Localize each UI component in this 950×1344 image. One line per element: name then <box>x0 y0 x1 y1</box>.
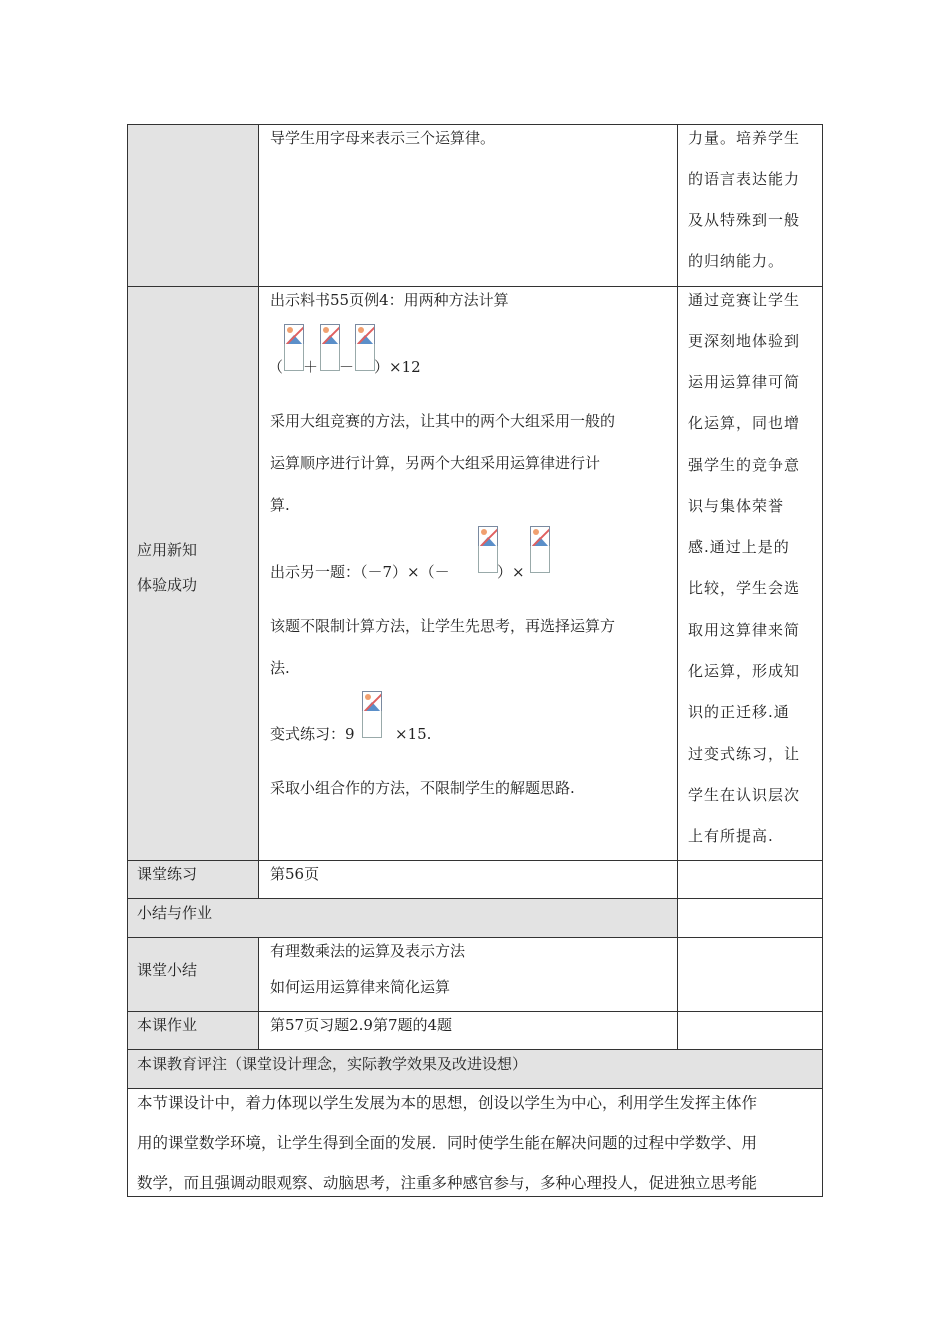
column-divider <box>258 937 259 1050</box>
variant-exercise-prefix: 变式练习：9 <box>270 725 355 743</box>
row1-middle-text: 导学生用字母来表示三个运算律。 <box>270 129 496 147</box>
summary-header: 小结与作业 <box>137 904 213 922</box>
row-divider <box>127 286 823 287</box>
expression-close-times: ）×12 <box>374 358 421 376</box>
row-divider <box>127 1088 823 1089</box>
row-divider <box>127 1011 823 1012</box>
row-divider <box>127 860 823 861</box>
row-divider <box>127 937 823 938</box>
row2-right-line: 更深刻地体验到 <box>688 332 801 350</box>
evaluation-header: 本课教育评注（课堂设计理念，实际教学效果及改进设想） <box>137 1055 528 1073</box>
table-border-left <box>127 124 128 1197</box>
row2-right-line: 化运算，形成知 <box>688 662 801 680</box>
row2-right-line: 强学生的竞争意 <box>688 456 801 474</box>
example-intro: 出示料书55页例4：用两种方法计算 <box>270 291 509 309</box>
summary-line: 有理数乘法的运算及表示方法 <box>270 942 466 960</box>
practice-label: 课堂练习 <box>137 865 198 883</box>
column-divider <box>677 124 678 1050</box>
row-divider <box>127 1049 823 1050</box>
row2-label-cell <box>128 287 259 861</box>
row2-right-line: 运用运算律可简 <box>688 373 801 391</box>
evaluation-line: 数学，而且强调动眼观察、动脑思考，注重多种感官参与，多种心理投人，促进独立思考能 <box>137 1174 758 1192</box>
second-problem-prefix: 出示另一题：（－7）×（－ <box>270 563 450 581</box>
row1-right-line: 及从特殊到一般 <box>688 211 801 229</box>
row2-right-line: 比较，学生会选 <box>688 579 801 597</box>
homework-label: 本课作业 <box>137 1016 198 1034</box>
evaluation-line: 用的课堂数学环境，让学生得到全面的发展．同时使学生能在解决问题的过程中学数学、用 <box>137 1134 758 1152</box>
row2-right-line: 识的正迁移.通 <box>688 703 790 721</box>
row2-right-line: 通过竞赛让学生 <box>688 291 801 309</box>
summary-line: 如何运用运算律来简化运算 <box>270 978 451 996</box>
broken-image-icon <box>362 691 388 739</box>
second-problem-mid: ）× <box>497 563 525 581</box>
expression-minus: － <box>339 358 355 376</box>
row2-label-line: 应用新知 <box>137 541 198 559</box>
row2-right-line: 取用这算律来简 <box>688 621 801 639</box>
broken-image-icon <box>530 526 556 574</box>
method-line: 采用大组竞赛的方法，让其中的两个大组采用一般的 <box>270 412 616 430</box>
row2-label-line: 体验成功 <box>137 576 198 594</box>
row1-right-line: 力量。培养学生 <box>688 129 801 147</box>
row2-right-line: 化运算，同也增 <box>688 414 801 432</box>
row-divider <box>127 898 823 899</box>
method-line: 算. <box>270 496 290 514</box>
free-method-line: 该题不限制计算方法，让学生先思考，再选择运算方 <box>270 617 616 635</box>
group-method: 采取小组合作的方法，不限制学生的解题思路. <box>270 779 575 797</box>
expression-plus: ＋ <box>303 358 319 376</box>
expression-open-paren: （ <box>268 358 284 376</box>
row2-right-line: 上有所提高. <box>688 827 774 845</box>
row2-right-line: 感.通过上是的 <box>688 538 790 556</box>
practice-value: 第56页 <box>270 865 320 883</box>
summary-label: 课堂小结 <box>137 961 198 979</box>
variant-exercise-suffix: ×15. <box>395 725 432 743</box>
evaluation-line: 本节课设计中，着力体现以学生发展为本的思想，创设以学生为中心，利用学生发挥主体作 <box>137 1094 758 1112</box>
table-border-bottom <box>127 1196 823 1197</box>
row2-right-line: 学生在认识层次 <box>688 786 801 804</box>
method-line: 运算顺序进行计算，另两个大组采用运算律进行计 <box>270 454 601 472</box>
free-method-line: 法. <box>270 659 290 677</box>
row1-right-line: 的归纳能力。 <box>688 252 785 270</box>
row2-right-line: 过变式练习，让 <box>688 745 801 763</box>
homework-value: 第57页习题2.9第7题的4题 <box>270 1016 453 1034</box>
row1-right-line: 的语言表达能力 <box>688 170 801 188</box>
table-border-top <box>127 124 823 125</box>
row2-right-line: 识与集体荣誉 <box>688 497 785 515</box>
row1-label-cell <box>128 125 259 287</box>
table-border-right <box>822 124 823 1197</box>
column-divider <box>258 124 259 899</box>
